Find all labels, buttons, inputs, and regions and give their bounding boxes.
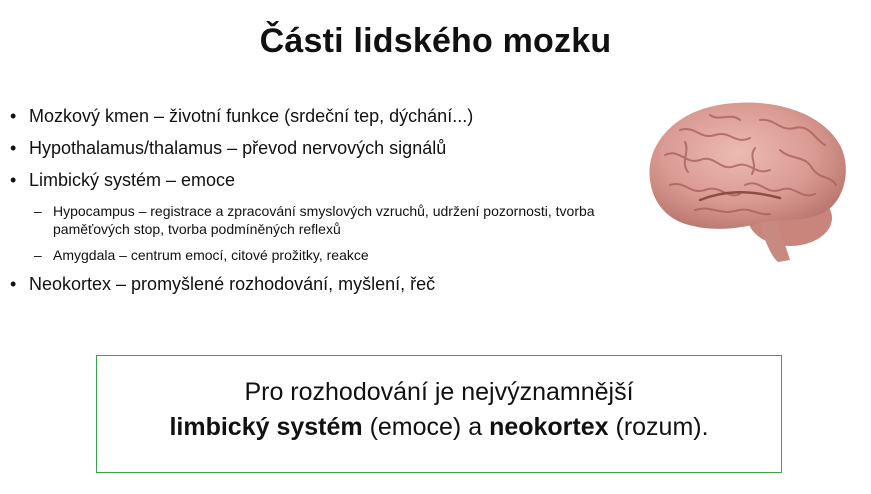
summary-end-text: (rozum).: [608, 413, 709, 441]
sub-bullet-text-amygdala: Amygdala – centrum emocí, citové prožitky, reakce: [53, 247, 369, 263]
list-item: [10, 272, 640, 296]
summary-mid-text: (emoce) a: [362, 413, 490, 441]
bullet-marker: •: [10, 138, 17, 158]
brain-image: [640, 90, 855, 265]
list-item: [10, 104, 640, 128]
bullet-list: [10, 104, 640, 304]
bullet-text-neocortex: Neokortex – promyšlené rozhodování, myšlení, řeč: [29, 274, 436, 294]
bullet-marker: •: [10, 170, 17, 190]
summary-line-2: [97, 412, 781, 442]
dash-marker: –: [34, 203, 42, 219]
sub-bullet-list: [29, 202, 640, 264]
summary-bold-neocortex: neokortex: [489, 413, 609, 441]
summary-line-1: Pro rozhodování je nejvýznamnější: [244, 378, 634, 406]
bullet-text-limbic: Limbický systém – emoce: [29, 170, 236, 190]
slide-title: Části lidského mozku: [259, 22, 612, 60]
summary-bold-limbic: limbický systém: [169, 413, 363, 441]
sub-bullet-text-hypocampus: Hypocampus – registrace a zpracování smyslových vzruchů, udržení pozornosti, tvorba paměťových stop, tvorba podmíněných reflexů: [53, 203, 595, 237]
list-item: [10, 168, 640, 264]
bullet-text-brainstem: Mozkový kmen – životní funkce (srdeční tep, dýchání...): [29, 106, 474, 126]
sub-list-item: [29, 246, 623, 264]
list-item: [10, 136, 640, 160]
bullet-marker: •: [10, 274, 17, 294]
summary-box: [96, 355, 782, 473]
bullet-marker: •: [10, 106, 17, 126]
bullet-text-hypothalamus: Hypothalamus/thalamus – převod nervových signálů: [29, 138, 447, 158]
sub-list-item: [29, 202, 623, 238]
dash-marker: –: [34, 247, 42, 263]
